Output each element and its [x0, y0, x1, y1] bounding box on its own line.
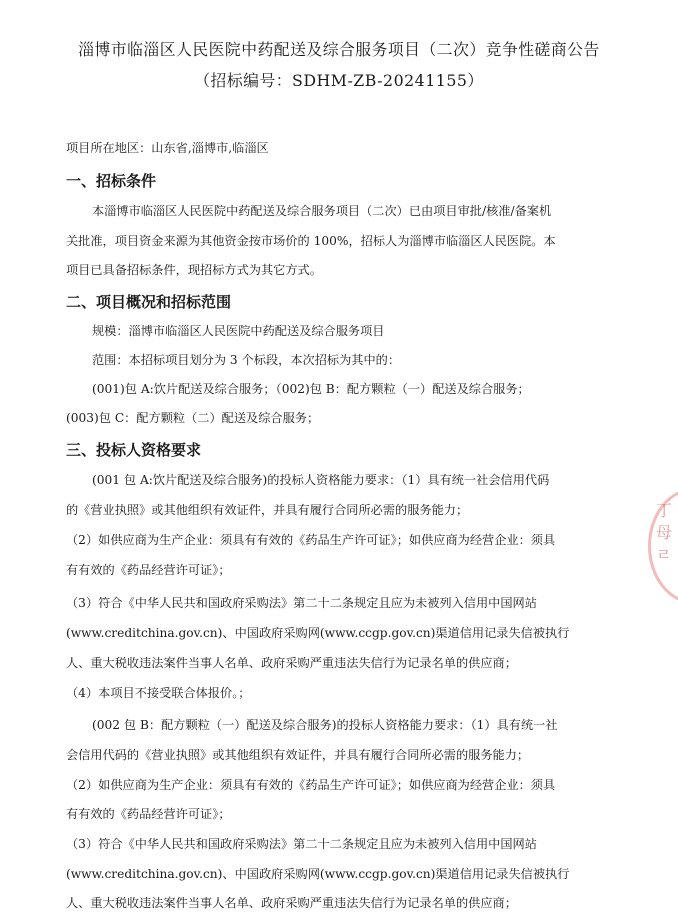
s3-line: 有有效的《药品经营许可证》；: [66, 563, 231, 577]
s3-line: （3）符合《中华人民共和国政府采购法》第二十二条规定且应为未被列入信用中国网站: [66, 837, 537, 851]
project-region: 项目所在地区：山东省,淄博市,临淄区: [66, 141, 269, 155]
section-1-heading: 一、招标条件: [66, 172, 157, 190]
s2-lots-1: (001)包 A:饮片配送及综合服务；（002)包 B：配方颗粒（一）配送及综合服务；: [92, 382, 530, 396]
s3-line: （2）如供应商为生产企业：须具有有效的《药品生产许可证》；如供应商为经营企业：须具: [66, 533, 556, 547]
s3-line: (002 包 B：配方颗粒（一）配送及综合服务)的投标人资格能力要求：（1）具有统一社: [92, 718, 558, 732]
s2-scale: 规模：淄博市临淄区人民医院中药配送及综合服务项目: [92, 324, 385, 338]
s2-lots-2: (003)包 C：配方颗粒（二）配送及综合服务；: [66, 411, 320, 425]
s3-line: (www.creditchina.gov.cn)、中国政府采购网(www.ccgp.gov.cn)渠道信用记录失信被执行: [66, 867, 570, 881]
s3-line: (www.creditchina.gov.cn)、中国政府采购网(www.ccgp.gov.cn)渠道信用记录失信被执行: [66, 626, 570, 640]
s3-line: 人、重大税收违法案件当事人名单、政府采购严重违法失信行为记录名单的供应商；: [66, 896, 517, 910]
s3-line: （3）符合《中华人民共和国政府采购法》第二十二条规定且应为未被列入信用中国网站: [66, 596, 537, 610]
s3-line: （4）本项目不接受联合体报价。；: [66, 686, 251, 700]
s3-line: （2）如供应商为生产企业：须具有有效的《药品生产许可证》；如供应商为经营企业：须具: [66, 778, 556, 792]
s2-range: 范围：本招标项目划分为 3 个标段，本次招标为其中的：: [92, 353, 401, 367]
tender-code: （招标编号：SDHM-ZB-20241155）: [194, 71, 484, 90]
s3-line: 会信用代码的《营业执照》或其他组织有效证件，并具有履行合同所必需的服务能力；: [66, 748, 530, 762]
s3-line: 有有效的《药品经营许可证》；: [66, 807, 231, 821]
page-title: 淄博市临淄区人民医院中药配送及综合服务项目（二次）竞争性磋商公告: [78, 40, 600, 59]
section-3-heading: 三、投标人资格要求: [66, 441, 202, 459]
s3-line: 的《营业执照》或其他组织有效证件，并具有履行合同所必需的服务能力；: [66, 503, 469, 517]
s1-line-2: 关批准，项目资金来源为其他资金按市场价的 100%，招标人为淄博市临淄区人民医院。本: [66, 234, 556, 248]
section-2-heading: 二、项目概况和招标范围: [66, 293, 232, 311]
s1-line-1: 本淄博市临淄区人民医院中药配送及综合服务项目（二次）已由项目审批/核准/备案机: [92, 204, 552, 218]
s3-line: 人、重大税收违法案件当事人名单、政府采购严重违法失信行为记录名单的供应商；: [66, 656, 517, 670]
s1-line-3: 项目已具备招标条件，现招标方式为其它方式。: [66, 263, 322, 277]
s3-line: (001 包 A:饮片配送及综合服务)的投标人资格能力要求：（1）具有统一社会信用代码: [92, 473, 550, 487]
seal-text: 丁 母 ㄹ: [656, 501, 673, 564]
